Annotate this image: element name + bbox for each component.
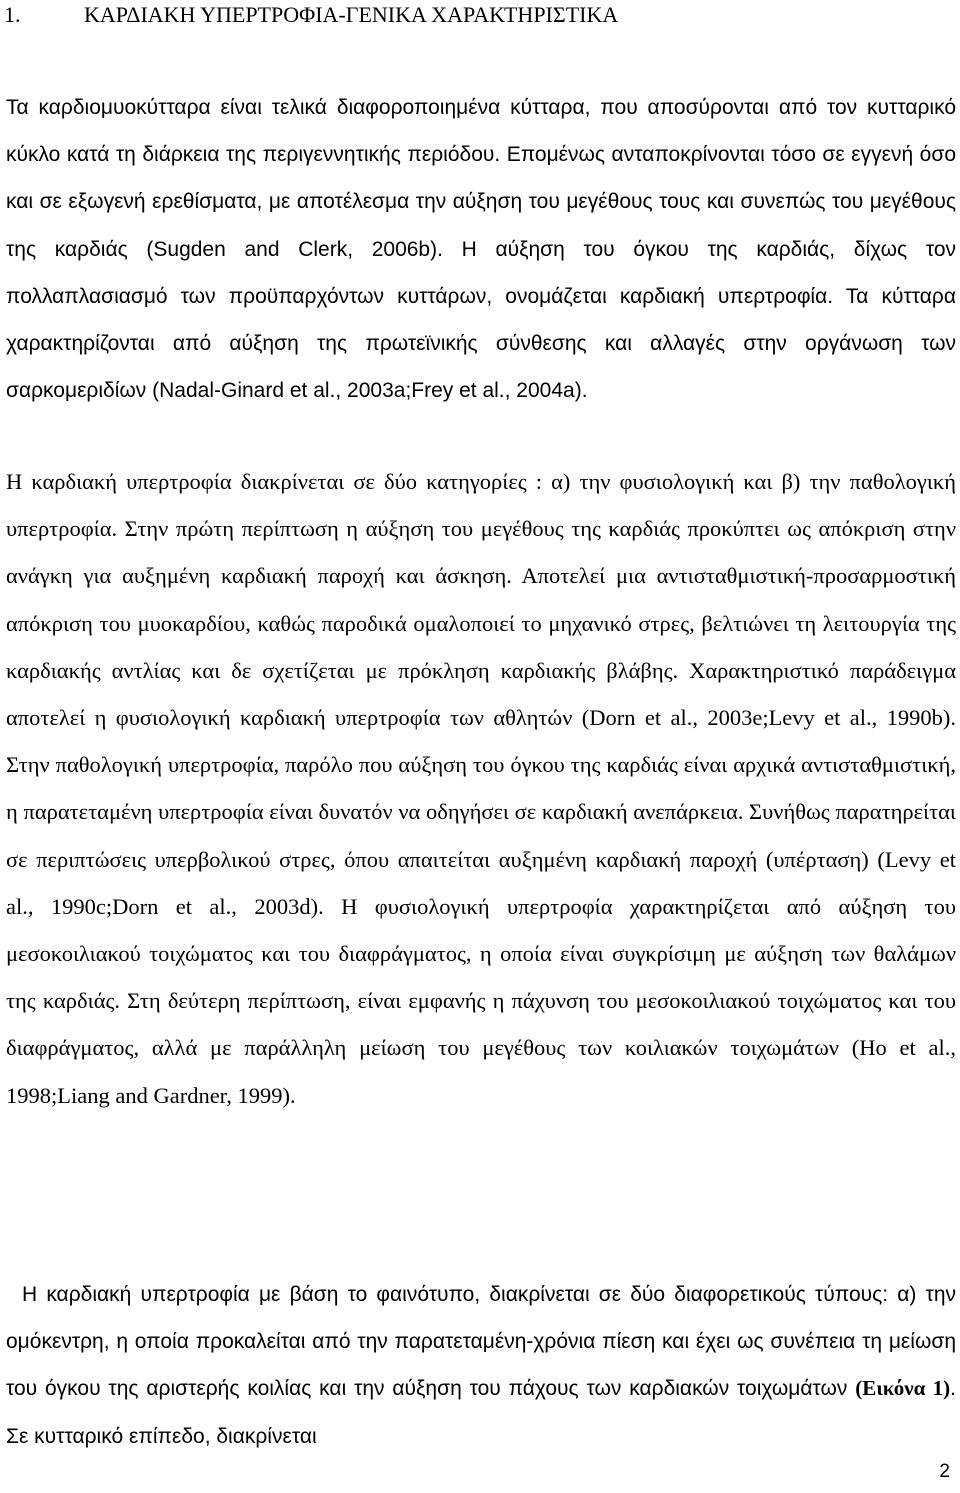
section-title: ΚΑΡΔΙΑΚΗ ΥΠΕΡΤΡΟΦΙΑ-ΓΕΝΙΚΑ ΧΑΡΑΚΤΗΡΙΣΤΙΚΑ <box>84 2 619 27</box>
page-number: 2 <box>939 1461 950 1482</box>
paragraph-intro: Τα καρδιομυοκύτταρα είναι τελικά διαφοροποιημένα κύτταρα, που αποσύρονται από τον κυτταρικό κύκλο κατά τη διάρκεια της περιγεννητικής περιόδου. Επομένως ανταποκρίνονται τόσο σε εγγενή όσο και σε εξωγενή ερεθίσματα, με αποτέλεσμα την αύξηση του μεγέθους τους και συνεπώς του μεγέθους της καρδιάς (Sugden and Clerk, 2006b). Η αύξηση του όγκου της καρδιάς, δίχως τον πολλαπλασιασμό των προϋπαρχόντων κυττάρων, ονομάζεται καρδιακή υπερτροφία. Τα κύτταρα χαρακτηρίζονται από αύξηση της πρωτεϊνικής σύνθεσης και αλλαγές στην οργάνωση των σαρκομεριδίων (Nadal-Ginard et al., 2003a;Frey et al., 2004a). <box>6 96 956 403</box>
figure-reference: (Εικόνα 1) <box>855 1376 951 1401</box>
section-heading <box>4 0 954 30</box>
section-number: 1. <box>4 2 21 27</box>
paragraph-phenotype-text: Η καρδιακή υπερτροφία με βάση το φαινότυπο, διακρίνεται σε δύο διαφορετικούς τύπους: α) την ομόκεντρη, η οποία προκαλείται από την παρατεταμένη-χρόνια πίεση και έχει ως συνέπεια τη μείωση του όγκου της αριστερής κοιλίας και την αύξηση του πάχους των καρδιακών τοιχωμάτων <box>6 1283 956 1401</box>
paragraph-phenotype-tail: . Σε κυτταρικό επίπεδο, διακρίνεται <box>6 1377 956 1448</box>
paragraph-categories: Η καρδιακή υπερτροφία διακρίνεται σε δύο κατηγορίες : α) την φυσιολογική και β) την παθολογική υπερτροφία. Στην πρώτη περίπτωση η αύξηση του μεγέθους της καρδιάς προκύπτει ως απόκριση στην ανάγκη για αυξημένη καρδιακή παροχή και άσκηση. Αποτελεί μια αντισταθμιστική-προσαρμοστική απόκριση του μυοκαρδίου, καθώς παροδικά ομαλοποιεί το μηχανικό στρες, βελτιώνει τη λειτουργία της καρδιακής αντλίας και δε σχετίζεται με πρόκληση καρδιακής βλάβης. Χαρακτηριστικό παράδειγμα αποτελεί η φυσιολογική καρδιακή υπερτροφία των αθλητών (Dorn et al., 2003e;Levy et al., 1990b). Στην παθολογική υπερτροφία, παρόλο που αύξηση του όγκου της καρδιάς είναι αρχικά αντισταθμιστική, η παρατεταμένη υπερτροφία είναι δυνατόν να οδηγήσει σε καρδιακή ανεπάρκεια. Συνήθως παρατηρείται σε περιπτώσεις υπερβολικού στρες, όπου απαιτείται αυξημένη καρδιακή παροχή (υπέρταση) (Levy et al., 1990c;Dorn et al., 2003d). Η φυσιολογική υπερτροφία χαρακτηρίζεται από αύξηση του μεσοκοιλιακού τοιχώματος και του διαφράγματος, η οποία είναι συγκρίσιμη με αύξηση των θαλάμων της καρδιάς. Στη δεύτερη περίπτωση, είναι εμφανής η πάχυνση του μεσοκοιλιακού τοιχώματος και του διαφράγματος, αλλά με παράλληλη μείωση του μεγέθους των κοιλιακών τοιχωμάτων (Ho et al., 1998;Liang and Gardner, 1999). <box>6 469 956 1108</box>
paragraph-phenotype <box>6 1271 956 1460</box>
